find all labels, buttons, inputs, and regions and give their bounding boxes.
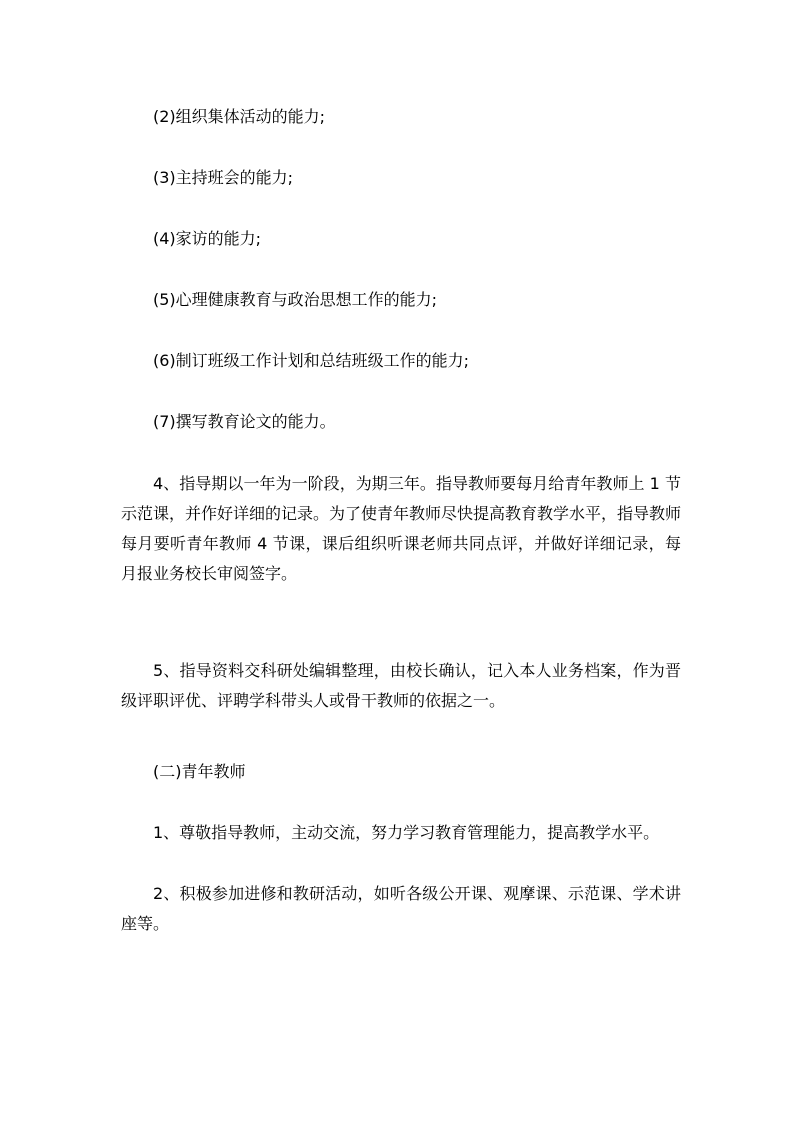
paragraph-section-5: 5、指导资料交科研处编辑整理，由校长确认，记入本人业务档案，作为晋级评职评优、评聘学科带头人或骨干教师的依据之一。 xyxy=(121,661,681,710)
paragraph-young-teacher-2: 2、积极参加进修和教研活动，如听各级公开课、观摩课、示范课、学术讲座等。 xyxy=(121,884,681,933)
paragraph-item-2: (2)组织集体活动的能力; xyxy=(153,107,326,126)
paragraph-item-4: (4)家访的能力; xyxy=(153,229,262,248)
paragraph-item-6: (6)制订班级工作计划和总结班级工作的能力; xyxy=(153,351,470,370)
section-heading-young-teachers: (二)青年教师 xyxy=(153,762,246,781)
paragraph-item-3: (3)主持班会的能力; xyxy=(153,168,294,187)
paragraph-item-7: (7)撰写教育论文的能力。 xyxy=(153,412,336,431)
paragraph-section-4: 4、指导期以一年为一阶段，为期三年。指导教师要每月给青年教师上 1 节示范课，并作好详细的记录。为了使青年教师尽快提高教育教学水平，指导教师每月要听青年教师 4 节课，课后组织听课老师共同点评，并做好详细记录，每月报业务校长审阅签字。 xyxy=(121,474,682,583)
paragraph-item-5: (5)心理健康教育与政治思想工作的能力; xyxy=(153,290,438,309)
paragraph-young-teacher-1: 1、尊敬指导教师，主动交流，努力学习教育管理能力，提高教学水平。 xyxy=(153,823,660,842)
